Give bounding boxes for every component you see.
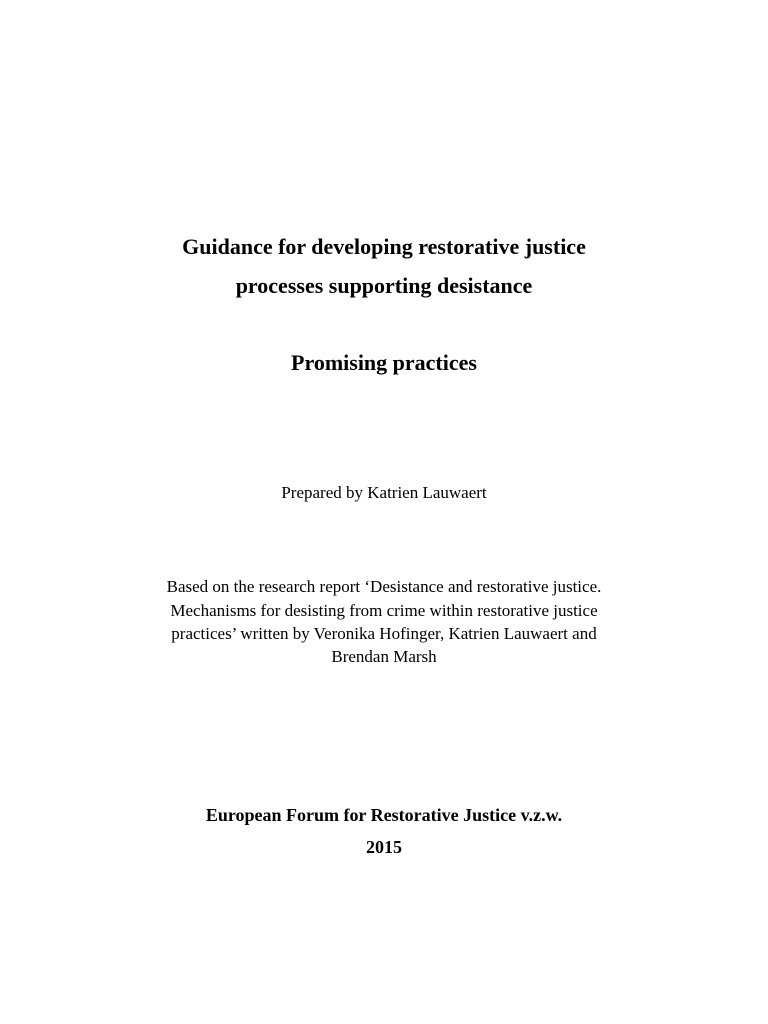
based-on-line-4: Brendan Marsh <box>331 647 437 666</box>
publication-year: 2015 <box>366 837 402 857</box>
prepared-by: Prepared by Katrien Lauwaert <box>281 483 487 502</box>
document-title-line-1: Guidance for developing restorative justice <box>182 234 586 259</box>
based-on-line-2: Mechanisms for desisting from crime within restorative justice <box>170 601 598 620</box>
publisher-name: European Forum for Restorative Justice v.z.w. <box>205 805 563 825</box>
based-on-line-3: practices’ written by Veronika Hofinger, Katrien Lauwaert and <box>171 624 597 643</box>
based-on-line-1: Based on the research report ‘Desistance and restorative justice. <box>166 577 602 596</box>
document-title-line-2: processes supporting desistance <box>235 273 533 298</box>
document-subtitle: Promising practices <box>291 350 477 375</box>
